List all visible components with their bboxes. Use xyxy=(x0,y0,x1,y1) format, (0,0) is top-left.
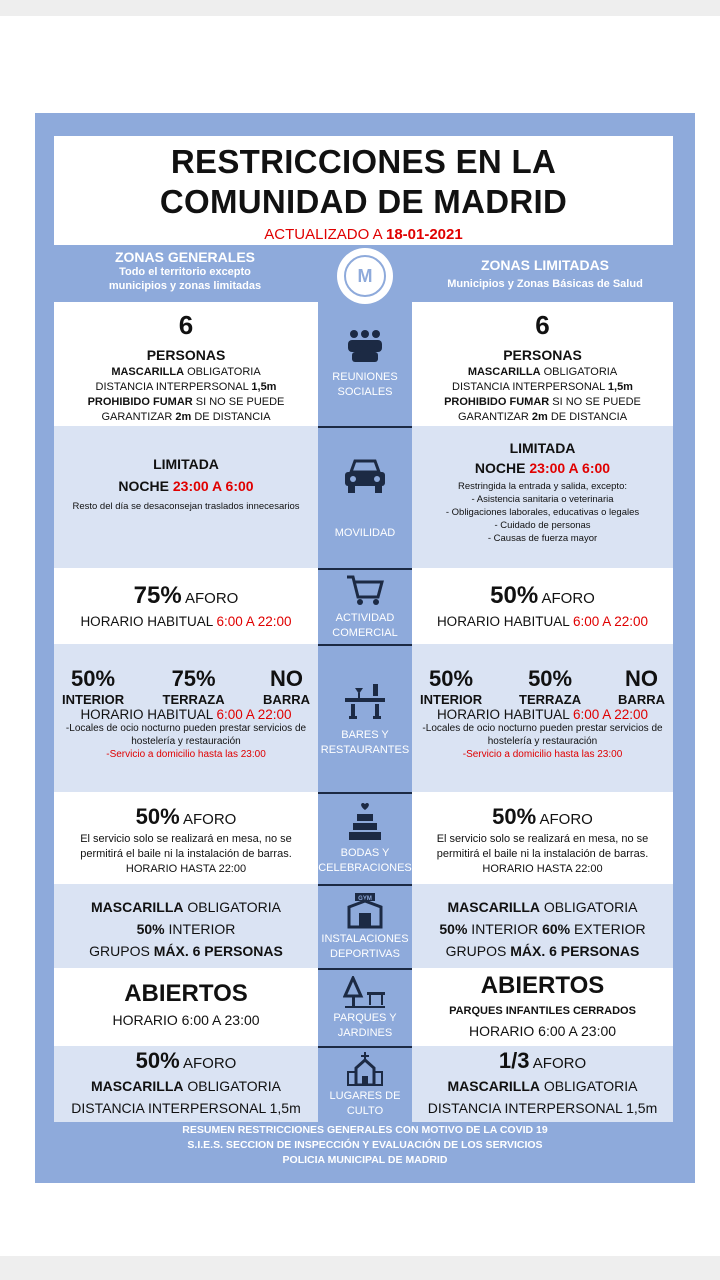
park-icon xyxy=(343,976,387,1008)
category-label-2: CULTO xyxy=(346,1104,384,1117)
mobility-limited-label: LIMITADA xyxy=(509,440,576,456)
bars-delivery: -Servicio a domicilio hasta las 23:00 xyxy=(462,749,623,760)
sports-interior-exterior: 50% INTERIOR 60% EXTERIOR xyxy=(439,921,646,937)
zone-limited-sub: Municipios y Zonas Básicas de Salud xyxy=(447,278,643,290)
worship-distance: DISTANCIA INTERPERSONAL 1,5m xyxy=(71,1100,301,1116)
parks-hours: HORARIO 6:00 A 23:00 xyxy=(468,1023,617,1039)
sports-limited xyxy=(412,884,673,968)
footer-line-2: S.I.E.S. SECCION DE INSPECCIÓN Y EVALUACIÓN DE LOS SERVICIOS xyxy=(187,1139,543,1151)
commerce-capacity: 75% AFORO xyxy=(133,582,239,609)
updated-value: 18-01-2021 xyxy=(385,226,463,243)
smoking-line: PROHIBIDO FUMAR SI NO SE PUEDE xyxy=(444,396,641,408)
bars-general xyxy=(54,644,318,792)
meetings-people: PERSONAS xyxy=(503,347,582,363)
sports-mask: MASCARILLA OBLIGATORIA xyxy=(90,899,282,915)
category-label-1: BARES Y xyxy=(341,729,389,741)
svg-text:GYM: GYM xyxy=(358,895,372,902)
commerce-general xyxy=(54,568,318,644)
mobility-item: - Asistencia sanitaria o veterinaria xyxy=(471,494,614,505)
mask-line: MASCARILLA OBLIGATORIA xyxy=(467,366,618,378)
meetings-limited xyxy=(412,302,673,426)
commerce-capacity: 50% AFORO xyxy=(490,582,595,609)
mobility-note: Resto del día se desaconsejan traslados innecesarios xyxy=(72,501,300,512)
mobility-item: - Cuidado de personas xyxy=(494,520,591,531)
mask-line: MASCARILLA OBLIGATORIA xyxy=(111,366,261,378)
category-label-2: COMERCIAL xyxy=(332,627,398,639)
bars-limited xyxy=(412,644,673,792)
sports-mask: MASCARILLA OBLIGATORIA xyxy=(447,899,638,915)
weddings-line-3: HORARIO HASTA 22:00 xyxy=(125,863,247,875)
zone-limited-header xyxy=(420,257,670,291)
bars-note: -Locales de ocio nocturno pueden prestar servicios de hostelería y restauración xyxy=(65,723,307,747)
category-weddings xyxy=(318,792,412,884)
commerce-limited xyxy=(412,568,673,644)
cart-icon xyxy=(345,573,385,607)
infographic-frame xyxy=(35,113,695,1183)
category-label-2: DEPORTIVAS xyxy=(330,947,400,960)
category-label-2: MOVILIDAD xyxy=(334,526,396,539)
mobility-night: NOCHE 23:00 A 6:00 xyxy=(118,478,254,494)
parks-open: ABIERTOS xyxy=(124,980,248,1007)
category-label-1: PARQUES Y xyxy=(333,1011,397,1024)
updated-label: ACTUALIZADO A xyxy=(264,226,386,243)
category-sports xyxy=(318,884,412,968)
title-line-1: RESTRICCIONES EN LA xyxy=(170,143,557,180)
commerce-hours: HORARIO HABITUAL 6:00 A 22:00 xyxy=(436,614,649,629)
category-commerce xyxy=(318,568,412,644)
category-label-2: JARDINES xyxy=(337,1026,393,1039)
smoking-line: PROHIBIDO FUMAR SI NO SE PUEDE xyxy=(87,396,285,408)
worship-capacity: 1/3 AFORO xyxy=(498,1048,587,1073)
mobility-limited: LIMITADA xyxy=(153,456,219,472)
category-label-1: INSTALACIONES xyxy=(321,932,409,945)
bars-capacity: 50% INTERIOR 75% TERRAZA NO BARRA xyxy=(62,666,310,707)
category-label-1: REUNIONES xyxy=(332,371,398,383)
parks-general xyxy=(54,968,318,1046)
parks-limited xyxy=(412,968,673,1046)
worship-capacity: 50% AFORO xyxy=(135,1048,237,1073)
bar-icon xyxy=(341,680,389,720)
guarantee-line: GARANTIZAR 2m DE DISTANCIA xyxy=(101,411,271,423)
meetings-general xyxy=(54,302,318,426)
updated-date xyxy=(54,226,673,243)
worship-distance: DISTANCIA INTERPERSONAL 1,5m xyxy=(427,1100,658,1116)
bars-delivery: -Servicio a domicilio hasta las 23:00 xyxy=(106,749,266,760)
cake-icon xyxy=(345,802,385,842)
parks-closed: PARQUES INFANTILES CERRADOS xyxy=(449,1005,636,1017)
weddings-limited xyxy=(412,792,673,884)
category-label-1: BODAS Y xyxy=(340,847,390,859)
weddings-capacity: 50% AFORO xyxy=(492,804,593,829)
car-icon xyxy=(341,456,389,496)
parks-hours: HORARIO 6:00 A 23:00 xyxy=(112,1012,260,1028)
bars-capacity: 50% INTERIOR 50% TERRAZA NO BARRA xyxy=(420,666,665,707)
zone-general-sub2: municipios y zonas limitadas xyxy=(108,280,262,292)
commerce-hours: HORARIO HABITUAL 6:00 A 22:00 xyxy=(80,614,292,629)
people-icon xyxy=(343,328,387,362)
zone-general-header xyxy=(65,249,305,293)
zone-limited-title: ZONAS LIMITADAS xyxy=(480,257,610,273)
category-label-2: CELEBRACIONES xyxy=(318,862,412,874)
category-meetings xyxy=(318,302,412,426)
meetings-count: 6 xyxy=(535,310,550,340)
meetings-people: PERSONAS xyxy=(146,347,226,363)
mobility-limited xyxy=(412,426,673,568)
meetings-count: 6 xyxy=(178,310,194,340)
category-label-1: LUGARES DE xyxy=(329,1089,401,1102)
zone-general-sub1: Todo el territorio excepto xyxy=(119,266,251,278)
parks-open: ABIERTOS xyxy=(480,972,605,999)
category-worship xyxy=(318,1046,412,1122)
weddings-line-1: El servicio solo se realizará en mesa, no se xyxy=(80,833,292,845)
madrid-police-seal-icon: M xyxy=(337,248,393,304)
distance-line: DISTANCIA INTERPERSONAL 1,5m xyxy=(452,381,633,393)
sports-groups: GRUPOS MÁX. 6 PERSONAS xyxy=(89,943,283,959)
mobility-general xyxy=(54,426,318,568)
zone-general-title: ZONAS GENERALES xyxy=(114,249,255,265)
gym-icon xyxy=(345,893,385,929)
worship-limited xyxy=(412,1046,673,1122)
mobility-night: NOCHE 23:00 A 6:00 xyxy=(474,460,611,476)
bars-hours: HORARIO HABITUAL 6:00 A 22:00 xyxy=(436,707,649,722)
mobility-item: - Obligaciones laborales, educativas o legales xyxy=(445,507,640,518)
weddings-general xyxy=(54,792,318,884)
bars-hours: HORARIO HABITUAL 6:00 A 22:00 xyxy=(80,707,292,722)
guarantee-line: GARANTIZAR 2m DE DISTANCIA xyxy=(457,411,628,423)
sports-interior: 50% INTERIOR xyxy=(136,921,236,937)
weddings-line-2: permitirá el baile ni la instalación de barras. xyxy=(80,848,292,860)
category-parks xyxy=(318,968,412,1046)
category-label-2: SOCIALES xyxy=(337,386,393,398)
footer xyxy=(35,1123,695,1168)
weddings-line-2: permitirá el baile ni la instalación de barras. xyxy=(436,848,649,860)
title-line-2: COMUNIDAD DE MADRID xyxy=(159,183,568,220)
distance-line: DISTANCIA INTERPERSONAL 1,5m xyxy=(95,381,277,393)
weddings-capacity: 50% AFORO xyxy=(135,804,237,829)
sports-groups: GRUPOS MÁX. 6 PERSONAS xyxy=(445,943,640,959)
worship-mask: MASCARILLA OBLIGATORIA xyxy=(90,1078,282,1094)
weddings-line-3: HORARIO HASTA 22:00 xyxy=(482,863,603,875)
category-label-2: RESTAURANTES xyxy=(320,744,410,756)
worship-general xyxy=(54,1046,318,1122)
footer-line-1: RESUMEN RESTRICCIONES GENERALES CON MOTIVO DE LA COVID 19 xyxy=(182,1124,548,1136)
category-bars xyxy=(318,644,412,792)
title-box xyxy=(54,136,673,245)
footer-line-3: POLICIA MUNICIPAL DE MADRID xyxy=(282,1154,448,1166)
mobility-item: - Causas de fuerza mayor xyxy=(487,533,598,544)
bars-note: -Locales de ocio nocturno pueden prestar servicios de hostelería y restauración xyxy=(422,723,663,747)
worship-mask: MASCARILLA OBLIGATORIA xyxy=(447,1078,638,1094)
document-page xyxy=(0,16,720,1256)
mobility-intro: Restringida la entrada y salida, excepto: xyxy=(458,481,627,492)
sports-general xyxy=(54,884,318,968)
category-label-1: ACTIVIDAD xyxy=(335,612,395,624)
category-mobility xyxy=(318,426,412,568)
weddings-line-1: El servicio solo se realizará en mesa, no se xyxy=(436,833,649,845)
page-title xyxy=(54,136,673,222)
church-icon xyxy=(346,1052,384,1086)
